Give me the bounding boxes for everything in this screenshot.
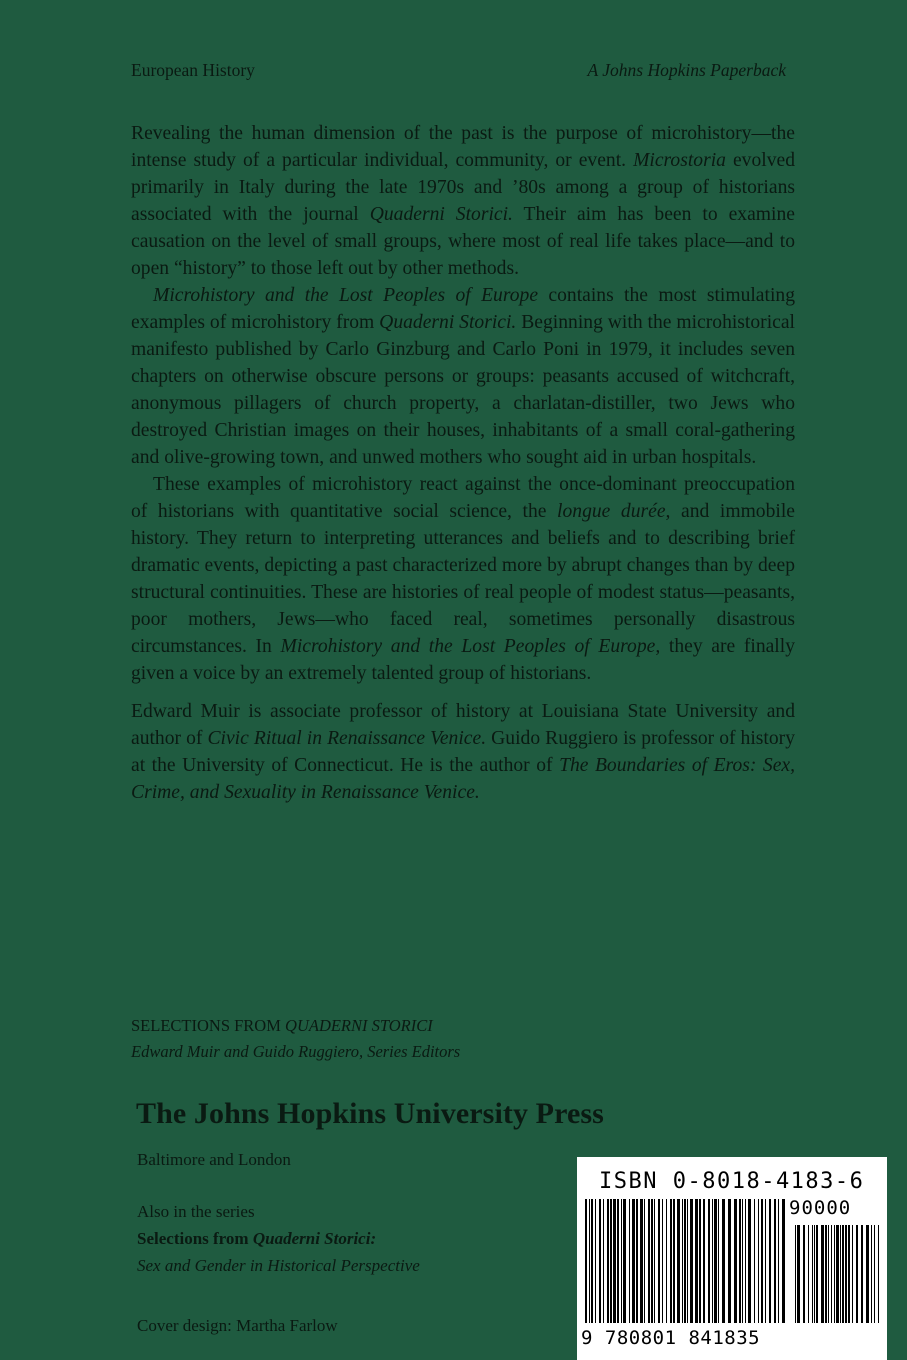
series-name: QUADERNI STORICI <box>285 1016 433 1035</box>
text-run: These examples of microhistory react against the once-dominant preoccupation of historians with quantitative social science, the <box>131 474 795 522</box>
text-run: they are finally given a voice by an extremely talented group of historians. <box>131 636 795 684</box>
isbn-text: ISBN 0-8018-4183-6 <box>599 1169 865 1194</box>
price-addon: 90000 <box>789 1197 852 1219</box>
also-title: Sex and Gender in Historical Perspective <box>137 1256 420 1275</box>
also-in-series <box>137 1198 420 1279</box>
text-run: Quaderni Storici. <box>379 312 517 333</box>
text-run: Beginning with the microhistorical manifesto published by Carlo Ginzburg and Carlo Poni in 1979, it includes seven chapters on otherwise obscure persons or groups: peasants accused of witchcraft, anonymous pillagers of church property, a charlatan-distiller, two Jews who destroyed Christian images on their houses, inhabitants of a small coral-gathering and olive-growing town, and unwed mothers who sought aid in urban hospitals. <box>131 312 795 468</box>
publisher-location: Baltimore and London <box>137 1150 291 1169</box>
imprint-label: A Johns Hopkins Paperback <box>587 60 786 80</box>
blurb-paragraph-2 <box>131 282 795 471</box>
also-series-name: Quaderni Storici: <box>252 1229 377 1248</box>
text-run: evolved primarily in Italy during the late 1970s and ’80s among a group of historians associated with the journal <box>131 150 795 225</box>
text-run: Microstoria <box>633 150 726 171</box>
series-editors: Edward Muir and Guido Ruggiero, Series Editors <box>131 1042 461 1061</box>
blurb-paragraph-1 <box>131 120 795 282</box>
blurb <box>131 120 795 806</box>
barcode-panel <box>577 1157 887 1360</box>
category-label: European History <box>131 60 255 80</box>
blurb-paragraph-3 <box>131 471 795 687</box>
also-series <box>137 1225 420 1252</box>
text-run: Revealing the human dimension of the past is the purpose of microhistory—the intense study of a particular individual, community, or event. <box>131 123 795 171</box>
cover-credit: Cover design: Martha Farlow <box>137 1316 338 1335</box>
series-title <box>131 1013 460 1039</box>
series-info <box>131 1013 460 1065</box>
text-run: The Boundaries of Eros: Sex, Crime, and Sexuality in Renaissance Venice. <box>131 755 795 803</box>
author-bio <box>131 698 795 806</box>
text-run: Their aim has been to examine causation on the level of small groups, where most of real life takes place—and to open “history” to those left out by other methods. <box>131 204 795 279</box>
series-prefix: SELECTIONS FROM <box>131 1016 286 1035</box>
text-run: Microhistory and the Lost Peoples of Europe <box>153 285 539 306</box>
publisher-name: The Johns Hopkins University Press <box>136 1097 604 1130</box>
text-run: Quaderni Storici. <box>369 204 513 225</box>
text-run: longue durée, <box>557 501 671 522</box>
text-run: contains the most stimulating examples of microhistory from <box>131 285 795 333</box>
ean-digits: 9 780801 841835 <box>581 1327 761 1349</box>
also-series-prefix: Selections from <box>137 1229 253 1248</box>
text-run: and immobile history. They return to interpreting utterances and beliefs and to describing brief dramatic events, depicting a past characterized more by abrupt changes than by deep structural continuities. These are histories of real people of modest status—peasants, poor mothers, Jews—who faced real, sometimes personally disastrous circumstances. In <box>131 501 795 657</box>
text-run: Guido Ruggiero is professor of history at the University of Connecticut. He is the author of <box>131 728 795 776</box>
text-run: Microhistory and the Lost Peoples of Europe, <box>280 636 661 657</box>
text-run: Civic Ritual in Renaissance Venice. <box>207 728 487 749</box>
also-heading: Also in the series <box>137 1202 255 1221</box>
text-run: Edward Muir is associate professor of history at Louisiana State University and author of <box>131 701 795 749</box>
